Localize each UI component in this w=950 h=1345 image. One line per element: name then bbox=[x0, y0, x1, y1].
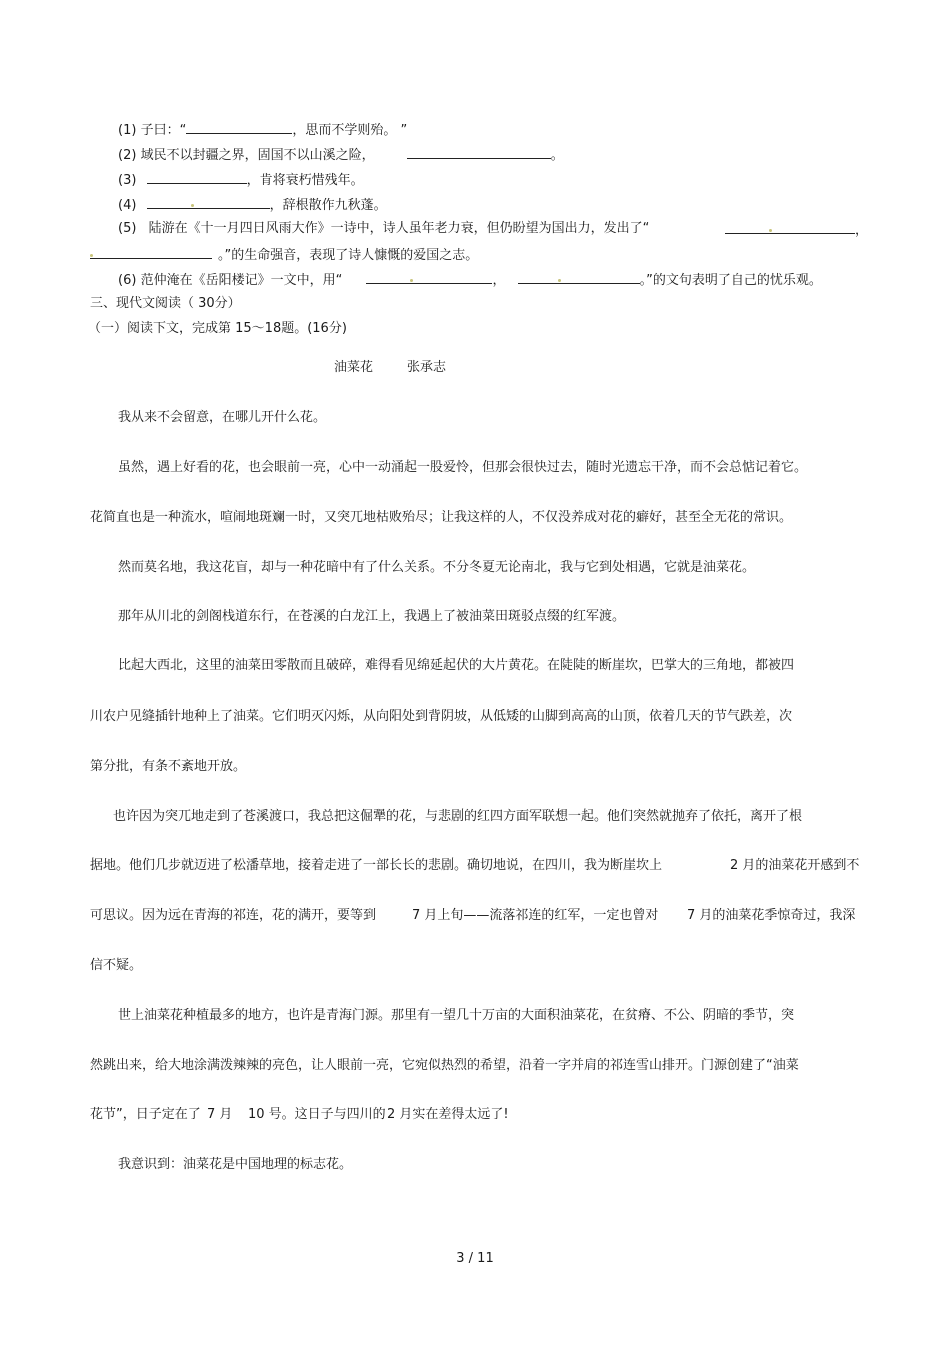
article-author: 张承志 bbox=[407, 360, 447, 375]
question-2 bbox=[118, 146, 564, 164]
paragraph-line: 信不疑。 bbox=[90, 958, 143, 973]
paragraph-line: 川农户见缝插针地种上了油菜。它们明灭闪烁，从向阳处到背阴坡，从低矮的山脚到高高的山顶，依着几天的节气跌差，次 bbox=[90, 709, 793, 724]
question-text: ，思而不学则殆。 ” bbox=[292, 123, 408, 138]
paragraph-line: 世上油菜花种植最多的地方，也许是青海门源。那里有一望几十万亩的大面积油菜花，在贫瘠、不公、阴暗的季节，突 bbox=[118, 1008, 795, 1023]
paragraph-line: 10 号。这日子与四川的 bbox=[248, 1107, 386, 1122]
question-text: ，辞根散作九秋蓬。 bbox=[269, 198, 387, 213]
question-text: 范仲淹在《岳阳楼记》一文中，用“ bbox=[140, 273, 343, 288]
paragraph-line: 我意识到：油菜花是中国地理的标志花。 bbox=[118, 1157, 353, 1172]
question-5-blank-1-wrap bbox=[725, 221, 868, 239]
article-title: 油菜花 bbox=[334, 360, 374, 375]
paragraph-line: 可思议。因为远在青海的祁连，花的满开，要等到 bbox=[90, 908, 377, 923]
question-text: ， bbox=[492, 273, 506, 288]
paragraph-line: 那年从川北的剑阁栈道东行，在苍溪的白龙江上，我遇上了被油菜田斑驳点缀的红军渡。 bbox=[118, 609, 626, 624]
question-text: ，肯将衰朽惜残年。 bbox=[246, 173, 364, 188]
paragraph-line: 也许因为突兀地走到了苍溪渡口，我总把这倔犟的花，与悲剧的红四方面军联想一起。他们突然就抛弃了依托，离开了根 bbox=[113, 809, 803, 824]
question-text: 陆游在《十一月四日风雨大作》一诗中，诗人虽年老力衰，但仍盼望为国出力，发出了“ bbox=[148, 221, 650, 236]
question-3 bbox=[118, 171, 364, 189]
paragraph-line: 7 月 bbox=[207, 1107, 233, 1122]
paragraph-line: 然跳出来，给大地涂满泼辣辣的亮色，让人眼前一亮，它宛似热烈的希望，沿着一字并肩的祁连雪山排开。门源创建了“油菜 bbox=[90, 1058, 799, 1073]
question-text: ， bbox=[855, 223, 869, 238]
question-text: 。”的文句表明了自己的忧乐观。 bbox=[639, 273, 822, 288]
question-1 bbox=[118, 121, 407, 139]
paragraph-line: 第分批，有条不紊地开放。 bbox=[90, 759, 247, 774]
paragraph-line: 比起大西北，这里的油菜田零散而且破碎，难得看见绵延起伏的大片黄花。在陡陡的断崖坎，巴掌大的三角地，都被四 bbox=[118, 658, 795, 673]
question-number: (1) bbox=[118, 123, 137, 138]
question-text: 域民不以封疆之界，固国不以山溪之险， bbox=[140, 148, 375, 163]
question-text: 。 bbox=[550, 148, 564, 163]
paragraph-line: 虽然，遇上好看的花，也会眼前一亮，心中一动涌起一股爱怜，但那会很快过去，随时光遗忘干净，而不会总惦记着它。 bbox=[118, 460, 808, 475]
question-number: (6) bbox=[118, 273, 137, 288]
question-5-line-1 bbox=[118, 221, 649, 237]
answer-blank[interactable] bbox=[407, 146, 551, 159]
question-number: (5) bbox=[118, 221, 137, 236]
question-number: (2) bbox=[118, 148, 137, 163]
answer-blank[interactable] bbox=[147, 196, 270, 209]
page-number: 3 / 11 bbox=[456, 1251, 494, 1266]
answer-blank[interactable] bbox=[725, 221, 855, 234]
question-number: (4) bbox=[118, 198, 137, 213]
paragraph-line: 花节”，日子定在了 bbox=[90, 1107, 201, 1122]
question-6 bbox=[118, 271, 822, 289]
answer-blank[interactable] bbox=[90, 246, 212, 259]
answer-blank[interactable] bbox=[147, 171, 247, 184]
section-heading: 三、现代文阅读（ 30分） bbox=[90, 296, 241, 311]
paragraph-line: 我从来不会留意，在哪儿开什么花。 bbox=[118, 410, 327, 425]
paragraph-line: 2 月实在差得太远了! bbox=[387, 1107, 509, 1122]
question-4 bbox=[118, 196, 387, 214]
paragraph-line: 据地。他们几步就迈进了松潘草地，接着走进了一部长长的悲剧。确切地说，在四川，我为断崖坎上 bbox=[90, 858, 663, 873]
paragraph-line: 然而莫名地，我这花盲，却与一种花暗中有了什么关系。不分冬夏无论南北，我与它到处相遇，它就是油菜花。 bbox=[118, 560, 756, 575]
answer-blank[interactable] bbox=[366, 271, 492, 284]
subsection-heading: （一）阅读下文，完成第 15～18题。(16分) bbox=[88, 321, 347, 336]
answer-blank[interactable] bbox=[518, 271, 640, 284]
question-text: 子曰：“ bbox=[140, 123, 187, 138]
answer-blank[interactable] bbox=[186, 121, 292, 134]
paragraph-line: 7 月的油菜花季惊奇过，我深 bbox=[687, 908, 856, 923]
paragraph-line: 花简直也是一种流水，喧闹地斑斓一时，又突兀地枯败殆尽；让我这样的人，不仅没养成对花的癖好，甚至全无花的常识。 bbox=[90, 510, 793, 525]
paragraph-line: 2 月的油菜花开感到不 bbox=[730, 858, 860, 873]
question-text: 。”的生命强音，表现了诗人慷慨的爱国之志。 bbox=[218, 248, 479, 263]
question-number: (3) bbox=[118, 173, 137, 188]
paragraph-line: 7 月上旬——流落祁连的红军，一定也曾对 bbox=[412, 908, 659, 923]
question-5-line-2 bbox=[90, 246, 478, 264]
